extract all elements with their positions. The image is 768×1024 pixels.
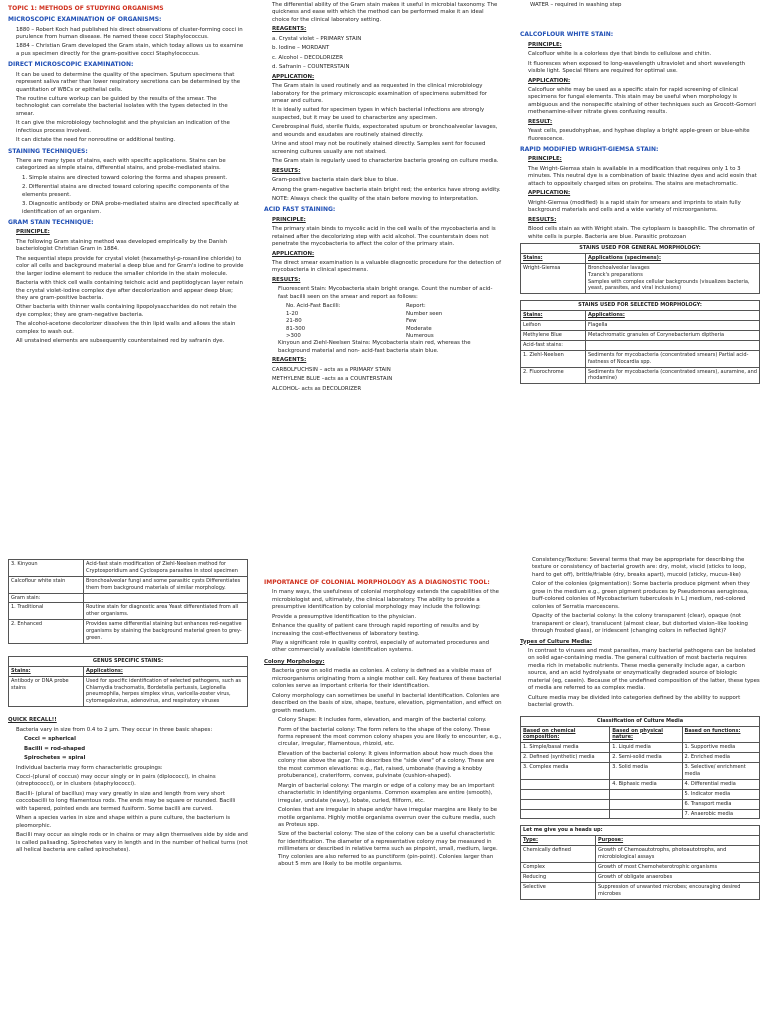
report-table — [264, 303, 502, 340]
opacity: Opacity of the bacterial colony: Is the colony transparent (clear), opaque (not transparent or clear), translucent (almost clear, but distorted vision–like looking through frosted glass), or iridescent (changing colors in reflected light)? — [532, 613, 748, 635]
col-head: Based on physical nature: — [610, 726, 682, 743]
table-row — [521, 846, 760, 863]
selected-morphology-table — [520, 300, 760, 384]
table-cell: Provides same differential staining but enhances red-negative organisms by staining the background material green to grey-green. — [84, 620, 248, 644]
afs-title: ACID FAST STAINING: — [264, 206, 336, 214]
col-head: Based on functions: — [682, 726, 759, 743]
table-cell: Used for specific identification of selected pathogens, such as Chlamydia trachomatis, Bordetella pertussis, Legionella pneumophila, herpes simplex virus, varicella-zoster virus, cytomegalovirus, adenovirus, and respiratory viruses — [84, 676, 248, 707]
report-count: >300 — [286, 333, 301, 340]
col2-bottom — [264, 576, 502, 871]
col-head: Stains: — [521, 311, 586, 321]
wg-app: APPLICATION: — [528, 190, 571, 197]
table-cell: Methylene Blue — [521, 330, 586, 340]
colony-3: Colony Shape: It includes form, elevation, and margin of the bacterial colony. — [278, 717, 487, 724]
table-cell: Gram stain: — [9, 593, 84, 603]
table-row — [521, 862, 760, 872]
report-count: 81-300 — [286, 325, 306, 332]
report-count: 21-80 — [286, 318, 302, 325]
table-cell: Suppression of unwanted microbes; encouraging desired microbes — [596, 882, 760, 899]
importance-4: Play a significant role in quality control, especially of automated procedures and other commercially available identification systems. — [272, 639, 490, 654]
table-cell: Leifson — [521, 321, 586, 331]
table-cell: 1. Ziehl-Neelsen — [521, 350, 586, 367]
table-row — [9, 603, 248, 620]
table-cell: Acid-fast stains: — [521, 340, 586, 350]
direct-title: DIRECT MICROSCOPIC EXAMINATION: — [8, 61, 134, 69]
report-row — [286, 333, 502, 340]
col1-top — [8, 2, 246, 348]
colony-5: Elevation of the bacterial colony: It gives information about how much does the colony rise above the agar. This describes the "side view" of a colony. These are the most common elevations: e.g., flat, raised, umbonate (having a knobby protuberance), crateriform, convex, pulvinate (cushion-shaped). — [278, 750, 495, 780]
table-row — [9, 560, 248, 577]
table-cell: Sediments for mycobacteria (concentrated smears), auramine, and rhodamine) — [586, 367, 760, 384]
col-head: Applications (specimens): — [586, 253, 760, 263]
importance-2: Provide a presumptive identification to the physician. — [272, 613, 417, 620]
calco-app: APPLICATION: — [528, 77, 571, 84]
recall-1b: Bacilli = rod-shaped — [24, 745, 86, 752]
col-head: Applications: — [84, 666, 248, 676]
afs-reagents: REAGENTS: — [272, 357, 307, 364]
micro-1: 1880 – Robert Koch had published his direct observations of cluster-forming cocci in purulence from human disease. He named these cocci Staphylococcus. — [16, 26, 243, 40]
table-cell — [84, 593, 248, 603]
results-label: RESULTS: — [272, 167, 301, 174]
colony-4: Form of the bacterial colony: The form refers to the shape of the colony. These forms represent the most common colony shapes you are likely to encounter, e.g., circular, irregular, filamentous, rhizoid, etc. — [278, 726, 502, 748]
afs-2: The direct smear examination is a valuable diagnostic procedure for the detection of mycobacteria in clinical specimens. — [272, 259, 501, 274]
table-cell: 1. Traditional — [9, 603, 84, 620]
col-head: Stains: — [521, 253, 586, 263]
res-2: Among the gram-negative bacteria stain bright red; the enterics have strong avidity. — [272, 186, 501, 193]
table-row — [9, 593, 248, 603]
recall-5: When a species varies in size and shape within a pure culture, the bacterium is pleomorphic. — [16, 815, 231, 829]
wg-1: The Wright-Giemsa stain is available in a modification that requires only 1 to 3 minutes. This neutral dye is a combination of basic thiazine dyes and acid eosin that attach to oppositely charged sites on proteins. The stains are metachromatic. — [528, 165, 757, 187]
water: WATER – required in washing step — [530, 2, 622, 8]
calco-res: RESULT: — [528, 118, 553, 125]
colony-2: Colony morphology can sometimes be useful in bacterial identification. Colonies are described on the basis of size, shape, texture, elevation, pigmentation, and effect on growth medium. — [272, 692, 502, 714]
classification-table — [520, 716, 760, 820]
genus-specific-table — [8, 656, 248, 707]
afs-reagent-1: CARBOLFUCHSIN – acts as a PRIMARY STAIN — [272, 366, 391, 373]
heads-up-title: Let me give you a heads up: — [521, 826, 760, 836]
afs-reagent-3: ALCOHOL- acts as DECOLORIZER — [272, 385, 362, 392]
report-head-2: Report: — [406, 303, 426, 310]
table-cell: 2. Defined (synthetic) media — [521, 753, 610, 763]
table-row — [521, 809, 760, 819]
wg-res: RESULTS: — [528, 216, 557, 223]
report-value: Moderate — [406, 325, 432, 332]
table-cell: 5. Indicator media — [682, 789, 759, 799]
table-row — [521, 330, 760, 340]
calco-1: Calcofluor white is a colorless dye that binds to cellulose and chitin. — [528, 51, 712, 58]
table-cell: 2. Fluorochrome — [521, 367, 586, 384]
table-row — [521, 763, 760, 780]
col2-top — [264, 2, 502, 395]
list-item: Samples with complex cellular backgrounds (visualizes bacteria, yeast, parasites, and viral inclusions) — [588, 278, 750, 292]
recall-2: Individual bacteria may form characteristic groupings: — [16, 764, 163, 771]
table-row — [521, 340, 760, 350]
list-item: Tzanck's preparations — [588, 271, 643, 278]
gram-taxonomy: The differential ability of the Gram stain makes it useful in microbial taxonomy. The quickness and ease with which the method can be performed make it an ideal choice for the clinical laboratory setting. — [272, 2, 498, 23]
app-4: Urine and stool may not be routinely stained directly. Samples sent for focused screening cultures usually are not stained. — [272, 141, 486, 155]
reagent-a: a. Crystal violet – PRIMARY STAIN — [272, 35, 362, 42]
table-cell — [586, 340, 760, 350]
calco-title: CALCOFLOUR WHITE STAIN: — [520, 31, 614, 39]
table-cell: Complex — [521, 862, 596, 872]
heads-up-table — [520, 825, 760, 899]
importance-3: Enhance the quality of patient care through rapid reporting of results and by increasing the cost-effectiveness of laboratory testing. — [272, 623, 479, 637]
recall-6: Bacilli may occur as single rods or in chains or may align themselves side by side and is called palisading. Spirochetes vary in length and in the number of helical turns (not all helical bacteria are called spirochetes). — [16, 832, 248, 854]
recall-1: Bacteria vary in size from 0.4 to 2 µm. They occur in three basic shapes: — [16, 726, 213, 733]
colony-1: Bacteria grow on solid media as colonies. A colony is defined as a visible mass of microorganisms originating from a single mother cell. Key features of these bacterial colonies serve as important criteria for their identification. — [272, 668, 502, 690]
table-cell: 4. Differential media — [682, 779, 759, 789]
calco-3: Calcofluor white may be used as a specific stain for rapid screening of clinical specimens for fungal elements. This stain may be useful when morphology is ambiguous and the nonspecific staining of other techniques such as Grocott-Gomori methenamine-silver nitrate gives confusing results. — [528, 86, 756, 116]
reagent-d: d. Safranin – COUNTERSTAIN — [272, 64, 350, 71]
colony-6: Margin of bacterial colony: The margin or edge of a colony may be an important characteristic in identifying organisms. Common examples are entire (smooth), irregular, undulate (wavy), lobate, curled, filiform, etc. — [278, 782, 495, 804]
table-cell: 4. Biphasic media — [610, 779, 682, 789]
table-row — [521, 882, 760, 899]
table-cell — [610, 789, 682, 799]
micro-2: 1884 – Christian Gram developed the Gram stain, which today allows us to examine a pus specimen directly for the gram-positive cocci Staphylococcus. — [16, 43, 244, 57]
gram-1: The following Gram staining method was developed empirically by the Danish bacteriologist Christian Gram in 1884. — [16, 238, 228, 253]
gram-principle: PRINCIPLE: — [16, 229, 50, 236]
col-head: Stains: — [9, 666, 84, 676]
table-cell: 1. Liquid media — [610, 743, 682, 753]
direct-3: It can give the microbiology technologist and the physician an indication of the infectious process involved. — [16, 120, 230, 134]
wg-2: Wright-Giemsa (modified) is a rapid stain for smears and imprints to stain fully background materials and cells and a wide variety of microorganisms. — [528, 199, 741, 214]
table-row — [521, 753, 760, 763]
culture-media-title: Types of Culture Media: — [520, 638, 592, 645]
table-cell — [521, 809, 610, 819]
table-cell: Bronchoalveolar fungi and some parasitic cysts Differentiates them from background materials of similar morphology. — [84, 576, 248, 593]
colony-morphology-title: Colony Morphology: — [264, 658, 325, 665]
staining-2: 2. Differential stains are directed toward coloring specific components of the elements present. — [22, 184, 230, 198]
table-cell — [521, 779, 610, 789]
gram-title: GRAM STAIN TECHNIQUE: — [8, 219, 94, 227]
reagent-c: c. Alcohol – DECOLORIZER — [272, 54, 343, 61]
table-cell: 2. Semi-solid media — [610, 753, 682, 763]
colony-7: Colonies that are irregular in shape and/or have irregular margins are likely to be motile organisms. Highly motile organisms overrun over the culture media, such as Proteus spp. — [278, 807, 498, 828]
culture-media-1: In contrast to viruses and most parasites, many bacterial pathogens can be isolated on solid agar-containing media. The general cultivation of most bacteria requires media rich in metabolic nutrients. These media generally include agar, a carbon source, and an acid hydrolysate or enzymatically degraded source of biologic material (eg, casein). Because of the undefined composition of the latter, these types of media are referred to as complex media. — [528, 647, 760, 692]
table-cell: Metachromatic granules of Corynebacterium diptheria — [586, 330, 760, 340]
direct-4: It can dictate the need for nonroutine or additional testing. — [16, 137, 176, 144]
table-row — [521, 799, 760, 809]
list-item: Bronchoalveolar lavages — [588, 264, 650, 271]
table-cell: 1. Simple/basal media — [521, 743, 610, 753]
table-cell: 3. Selective/ enrichment media — [682, 763, 759, 780]
staining-3: 3. Diagnostic antibody or DNA probe-mediated stains are directed specifically at identification of an organism. — [22, 201, 240, 215]
importance-title: IMPORTANCE OF COLONIAL MORPHOLOGY AS A DIAGNOSTIC TOOL: — [264, 579, 490, 586]
microscopic-title: MICROSCOPIC EXAMINATION OF ORGANISMS: — [8, 16, 162, 24]
report-value: Number seen — [406, 310, 443, 317]
table-cell — [586, 263, 760, 294]
afs-3: Fluorescent Stain: Mycobacteria stain bright orange. Count the number of acid-fast bacilli seen on the smear and report as follows: — [278, 286, 493, 300]
importance-1: In many ways, the usefulness of colonial morphology extends the capabilities of the microbiologist and, ultimately, the clinical laboratory. The ability to provide a presumptive identification by colonial morphology may include the following: — [272, 589, 500, 611]
afs-reagent-2: METHYLENE BLUE –acts as a COUNTERSTAIN — [272, 376, 393, 383]
calco-2: It fluoresces when exposed to long-wavelength ultraviolet and short wavelength visible light. Special filters are required for optimal use. — [528, 60, 746, 75]
app-1: The Gram stain is used routinely and as requested in the clinical microbiology laboratory for the primary microscopic examination of specimens submitted for smear and culture. — [272, 83, 487, 104]
colony-8: Size of the bacterial colony: The size of the colony can be a useful characteristic for identification. The diameter of a representative colony may be measured in millimeters or described in relative terms such as pinpoint, small, medium, large. Tiny colonies are also referred to as punctiform (pin-point). Colonies larger than about 5 mm are likely to be motile organisms. — [278, 831, 498, 868]
gram-3: Bacteria with thick cell walls containing teichoic acid and peptidoglycan layer retain the crystal violet-iodine complex dye after decolorization and appear deep blue; they are gram-positive bacteria. — [16, 280, 243, 302]
recall-1c: Spirochetes = spiral — [24, 755, 86, 762]
table-cell — [521, 789, 610, 799]
general-morphology-table — [520, 243, 760, 294]
stains-continued-table — [8, 559, 248, 644]
table-cell — [521, 799, 610, 809]
table-cell: Chemically defined — [521, 846, 596, 863]
table-cell: Acid-fast stain modification of Ziehl-Neelsen method for Cryptosporidium and Cyclospora parasites in stool specimen — [84, 560, 248, 577]
table-cell: 1. Supportive media — [682, 743, 759, 753]
consistency: Consistency/Texture: Several terms that may be appropriate for describing the texture or consistency of bacterial growth are: dry, moist, viscid (sticks to loop, hard to get off), brittle/friable (dry, breaks apart), mucoid (sticky, mucus-like) — [532, 557, 747, 578]
classification-title: Classification of Culture Media — [521, 716, 760, 726]
wg-3: Blood cells stain as with Wright stain. The cytoplasm is basophilic. The chromatin of white cells is purple. Bacteria are blue. Parasitic protozoan — [528, 226, 755, 240]
report-value: Few — [406, 318, 417, 325]
table-cell: Growth of obligate anaerobes — [596, 872, 760, 882]
col1-bottom — [8, 557, 248, 857]
table-cell: 7. Anaerobic media — [682, 809, 759, 819]
calco-4: Yeast cells, pseudohyphae, and hyphae display a bright apple-green or blue-white fluorescence. — [528, 128, 750, 142]
table-cell: 2. Enriched media — [682, 753, 759, 763]
staining-1: 1. Simple stains are directed toward coloring the forms and shapes present. — [22, 174, 228, 181]
afs-principle: PRINCIPLE: — [272, 216, 306, 223]
recall-3: Cocci-(plural of coccus) may occur singly or in pairs (diplococci), in chains (streptococci), or in clusters (staphylococci). — [16, 773, 216, 788]
quick-recall-title: QUICK RECALL!! — [8, 717, 57, 724]
table-row — [521, 872, 760, 882]
topic-title: TOPIC 1: METHODS OF STUDYING ORGANISMS — [8, 5, 164, 12]
col-head: Based on chemical composition: — [521, 726, 610, 743]
general-morphology-title: STAINS USED FOR GENERAL MORPHOLOGY: — [521, 243, 760, 253]
report-count: 1-20 — [286, 310, 299, 317]
table-cell: 2. Enhanced — [9, 620, 84, 644]
app-2: It is ideally suited for specimen types in which bacterial infections are strongly suspected, but it may be used to characterize any specimen. — [272, 107, 485, 121]
staining-intro: There are many types of stains, each with specific applications. Stains can be categorized as simple stains, differential stains, and probe-mediated stains. — [16, 157, 226, 172]
report-head — [286, 303, 502, 310]
table-cell: Flagella — [586, 321, 760, 331]
table-row — [9, 676, 248, 707]
gram-6: All unstained elements are subsequently counterstained red by safranin dye. — [16, 338, 225, 345]
table-cell: Routine stain for diagnostic area Yeast differentiated from all other organisms. — [84, 603, 248, 620]
report-head-1: No. Acid-Fast Bacilli: — [286, 303, 341, 310]
table-cell — [610, 799, 682, 809]
afs-app: APPLICATION: — [272, 250, 315, 257]
table-row — [521, 779, 760, 789]
wg-title: RAPID MODIFIED WRIGHT-GIEMSA STAIN: — [520, 146, 659, 154]
col-head: Applications: — [586, 311, 760, 321]
selected-morphology-title: STAINS USED FOR SELECTED MORPHOLOGY: — [521, 301, 760, 311]
report-value: Numerous — [406, 333, 434, 340]
direct-1: It can be used to determine the quality of the specimen. Sputum specimens that represent saliva rather than lower respiratory secretions can be determined by the quantitation of WBCs or epithelial cells. — [16, 71, 241, 93]
app-3: Cerebrospinal fluid, sterile fluids, expectorated sputum or bronchoalveolar lavages, and wounds and exudates are routinely stained directly. — [272, 124, 498, 138]
table-cell — [610, 809, 682, 819]
gram-2: The sequential steps provide for crystal violet (hexamethyl-p-rosaniline chloride) to color all cells and background material a deep blue and for Gram's iodine to provide the larger iodine element to reduce the smaller chloride in the stain molecule. — [16, 255, 244, 277]
staining-title: STAINING TECHNIQUES: — [8, 147, 88, 155]
table-cell: Reducing — [521, 872, 596, 882]
table-cell: 3. Kinyoun — [9, 560, 84, 577]
direct-2: The routine culture workup can be guided by the results of the smear. The technologist can correlate the bacterial isolates with the types detected in the smear. — [16, 95, 228, 117]
table-cell: 3. Complex media — [521, 763, 610, 780]
table-row — [521, 743, 760, 753]
table-row — [521, 321, 760, 331]
col3-bottom — [520, 557, 760, 906]
table-cell: Wright-Giemsa — [521, 263, 586, 294]
table-cell: Sediments for mycobacteria (concentrated smears) Partial acid-fastness of Nocardia spp. — [586, 350, 760, 367]
wg-principle: PRINCIPLE: — [528, 156, 562, 163]
report-row — [286, 326, 502, 333]
col-head: Purpose: — [596, 836, 760, 846]
recall-4: Bacilli- (plural of bacillus) may vary greatly in size and length from very short coccobacilli to long filamentous rods. The ends may be square or rounded. Bacilli with tapered, pointed ends are termed fusiform. Some bacilli are curved. — [16, 790, 236, 812]
table-cell: 3. Solid media — [610, 763, 682, 780]
table-row — [9, 620, 248, 644]
table-cell: Antibody or DNA probe stains — [9, 676, 84, 707]
app-5: The Gram stain is regularly used to characterize bacteria growing on culture media. — [272, 158, 499, 165]
table-cell: Calcoflour white stain — [9, 576, 84, 593]
table-row — [521, 367, 760, 384]
gram-5: The alcohol-acetone decolorizer dissolves the thin lipid walls and allows the stain complex to wash out. — [16, 321, 236, 335]
table-cell: 6. Transport media — [682, 799, 759, 809]
afs-1: The primary stain binds to mycolic acid in the cell walls of the mycobacteria and is retained after the decolorizing step with acid alcohol. The counterstain does not penetrate the mycobacteria to affect the color of the primary stain. — [272, 226, 496, 248]
afs-4: Kinyoun and Ziehl-Neelsen Stains: Mycobacteria stain red, whereas the background material and non- acid-fast bacteria stain blue. — [278, 340, 471, 354]
culture-media-2: Culture media may be divided into categories defined by the ability to support bacterial growth. — [528, 694, 741, 709]
note: NOTE: Always check the quality of the stain before moving to interpretation. — [272, 195, 479, 202]
reagents-label: REAGENTS: — [272, 26, 307, 33]
report-row — [286, 311, 502, 318]
report-row — [286, 318, 502, 325]
reagent-b: b. Iodine – MORDANT — [272, 45, 330, 52]
recall-1a: Cocci = spherical — [24, 736, 76, 743]
table-row — [9, 576, 248, 593]
pigmentation: Color of the colonies (pigmentation): Some bacteria produce pigment when they grow in the medium e.g., green pigment produces by Pseudomonas aeruginosa, buff-colored colonies of Mycobacterium tuberculosis in L.J medium, red-colored colonies of Serratia marcescens. — [532, 581, 750, 610]
col-head: Type: — [521, 836, 596, 846]
table-cell: Selective — [521, 882, 596, 899]
table-cell: Growth of most Chemoheterotrophic organisms — [596, 862, 760, 872]
gram-4: Other bacteria with thinner walls containing lipopolysaccharides do not retain the dye complex; they are gram-negative bacteria. — [16, 304, 237, 318]
application-label: APPLICATION: — [272, 73, 315, 80]
afs-results: RESULTS: — [272, 276, 301, 283]
table-row — [521, 350, 760, 367]
table-cell: Growth of Chemoautotrophs, photoautotrophs, and microbiological assays — [596, 846, 760, 863]
genus-specific-title: GENUS SPECIFIC STAINS: — [9, 656, 248, 666]
calco-principle: PRINCIPLE: — [528, 41, 562, 48]
col3-top — [520, 2, 760, 390]
table-row — [521, 789, 760, 799]
res-1: Gram-positive bacteria stain dark blue to blue. — [272, 177, 399, 184]
